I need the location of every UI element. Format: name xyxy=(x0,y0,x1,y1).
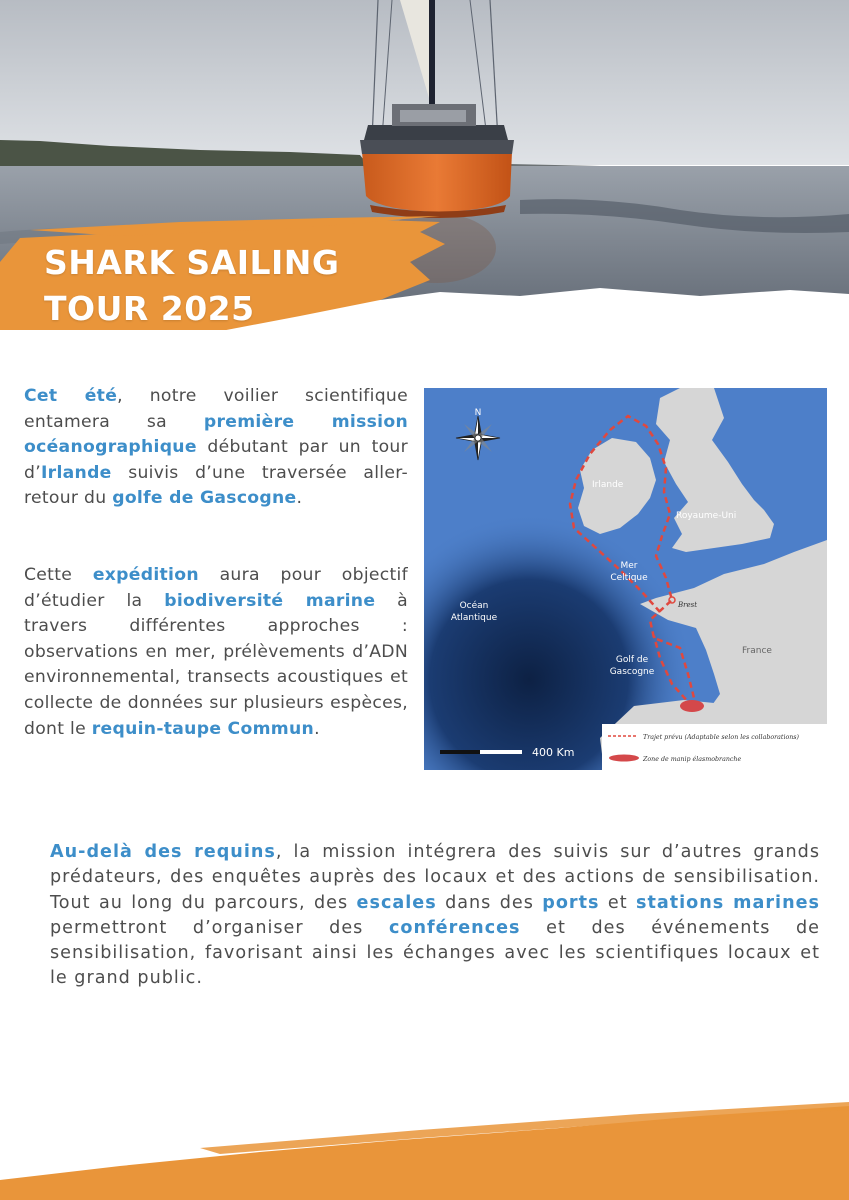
highlight-requin-taupe: requin-taupe Commun xyxy=(91,718,315,739)
highlight-au-dela: Au-delà des requins xyxy=(50,842,276,862)
text-span: débutant par un tour d’ xyxy=(24,437,408,483)
label-royaume-uni: Royaume-Uni xyxy=(676,511,737,521)
title-line-1: SHARK SAILING xyxy=(44,243,340,282)
highlight-premiere-mission: première mission océanographique xyxy=(24,411,409,458)
highlight-ports: ports xyxy=(542,892,600,913)
footer-brush xyxy=(0,1090,849,1200)
highlight-conferences: conférences xyxy=(388,917,521,938)
label-irlande: Irlande xyxy=(592,480,624,490)
scale-bar-light xyxy=(480,750,522,754)
scale-label: 400 Km xyxy=(532,746,575,759)
text-span: aura pour objectif d’étudier la xyxy=(24,565,408,611)
highlight-escales: escales xyxy=(356,892,437,913)
highlight-irlande: Irlande xyxy=(40,462,112,483)
elasmobranch-zone xyxy=(680,700,704,712)
legend-zone-swatch xyxy=(609,755,639,762)
text-span: . xyxy=(314,718,320,739)
text-span: , la mission intégrera des suivis sur d’autres grands prédateurs, des enquêtes auprès des locaux et des actions de sensibilisation. Tout au long du parcours, des xyxy=(50,842,820,913)
text-span: . xyxy=(296,488,303,509)
highlight-expedition: expédition xyxy=(92,565,199,585)
intro-paragraph xyxy=(24,384,408,512)
compass-n: N xyxy=(474,408,482,418)
page-title xyxy=(44,240,340,332)
text-span: et xyxy=(599,892,636,913)
legend-zone-label: Zone de manip élasmobranche xyxy=(643,756,742,763)
label-brest: Brest xyxy=(678,601,698,609)
text-span: dans des xyxy=(436,892,543,913)
label-mer: Mer xyxy=(620,561,638,571)
scale-bar-dark xyxy=(440,750,480,754)
label-celtique: Celtique xyxy=(610,573,648,583)
label-ocean: Océan xyxy=(459,601,489,611)
text-span: et des événements de sensibilisation, favorisant ainsi les échanges avec les scientifiques locaux et le grand public. xyxy=(50,917,820,989)
text-span: à travers différentes approches : observations en mer, prélèvements d’ADN environnemental, transects acoustiques et collecte de données sur plusieurs espèces, dont le xyxy=(24,590,408,739)
highlight-cet-ete: Cet été xyxy=(24,386,118,406)
legend-route-label: Trajet prévu (Adaptable selon les collaborations) xyxy=(643,734,799,741)
label-gascogne: Gascogne xyxy=(609,667,655,677)
beyond-sharks-paragraph xyxy=(50,840,820,992)
text-span: , notre voilier scientifique entamera sa xyxy=(24,386,408,432)
highlight-stations-marines: stations marines xyxy=(635,892,820,913)
route-map xyxy=(424,388,827,770)
highlight-golfe: golfe de Gascogne xyxy=(112,488,297,509)
legend-panel xyxy=(602,724,827,770)
label-france: France xyxy=(742,646,772,656)
title-line-2: TOUR 2025 xyxy=(44,289,255,328)
label-atlantique: Atlantique xyxy=(450,613,498,623)
text-span: permettront d’organiser des xyxy=(50,917,389,938)
text-span: suivis d’une traversée aller-retour du xyxy=(24,462,408,509)
text-span: Cette xyxy=(24,565,93,585)
highlight-biodiversite: biodiversité marine xyxy=(164,590,376,611)
objective-paragraph xyxy=(24,563,408,742)
label-golf: Golf de xyxy=(615,655,649,665)
